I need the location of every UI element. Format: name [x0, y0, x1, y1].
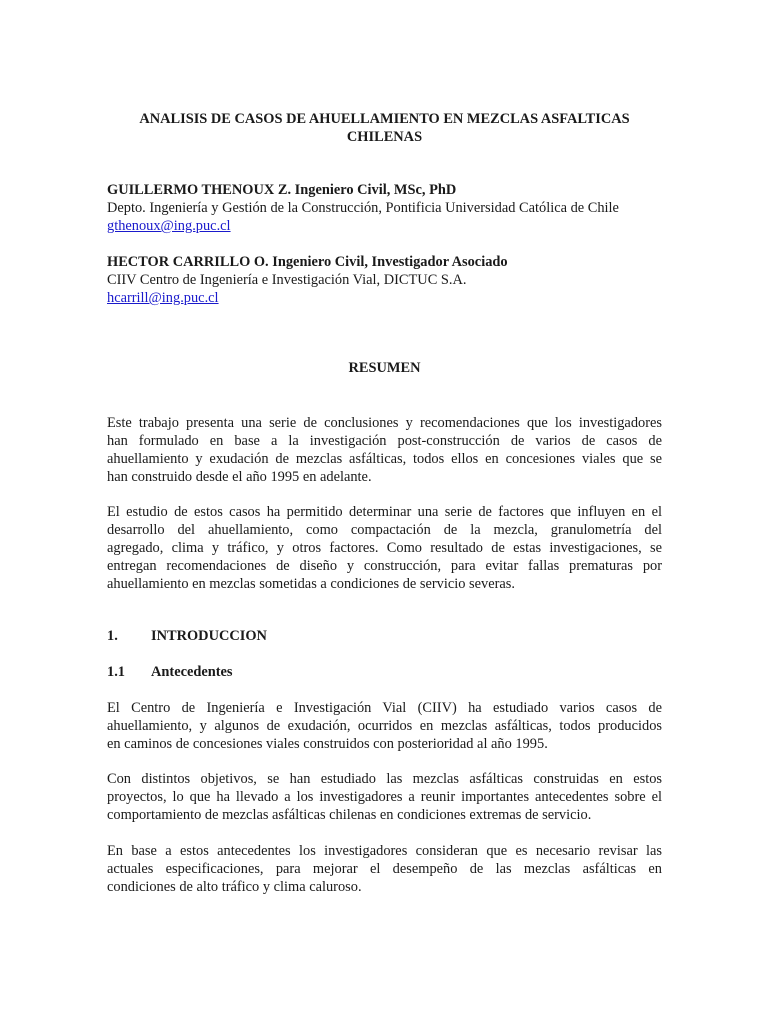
author-affiliation: Depto. Ingeniería y Gestión de la Construcción, Pontificia Universidad Católica de Chile: [107, 200, 619, 216]
author-name: GUILLERMO THENOUX Z. Ingeniero Civil, MSc, PhD: [107, 182, 457, 198]
text-line: ahuellamiento en mezclas sometidas a condiciones de servicio severas.: [107, 576, 515, 592]
text-line: ahuellamiento y exudación de mezclas asfálticas, todos ellos en concesiones viales que se: [107, 451, 662, 467]
abstract-paragraph-2: [107, 503, 662, 593]
text-line: condiciones de alto tráfico y clima caluroso.: [107, 879, 362, 895]
section-number: 1.: [107, 628, 118, 644]
section-title: Antecedentes: [151, 664, 233, 680]
author-affiliation: CIIV Centro de Ingeniería e Investigación Vial, DICTUC S.A.: [107, 272, 467, 288]
abstract-heading: RESUMEN: [348, 360, 421, 376]
body-paragraph-1: [107, 699, 662, 753]
author-email-link[interactable]: gthenoux@ing.puc.cl: [107, 218, 231, 234]
text-line: entregan recomendaciones de diseño y construcción, para evitar fallas prematuras por: [107, 558, 662, 574]
title-line-2: CHILENAS: [346, 129, 423, 145]
text-line: han construido desde el año 1995 en adelante.: [107, 469, 372, 485]
section-number: 1.1: [107, 664, 125, 680]
author-email-link[interactable]: hcarrill@ing.puc.cl: [107, 290, 219, 306]
section-heading-1: [107, 627, 267, 645]
text-line: en caminos de concesiones viales construidos con posterioridad al año 1995.: [107, 736, 548, 752]
abstract-paragraph-1: [107, 414, 662, 486]
text-line: proyectos, lo que ha llevado a los investigadores a reunir importantes antecedentes sobre el: [107, 789, 662, 805]
text-line: El estudio de estos casos ha permitido determinar una serie de factores que influyen en el: [107, 504, 662, 520]
text-line: El Centro de Ingeniería e Investigación Vial (CIIV) ha estudiado varios casos de: [107, 700, 662, 716]
text-line: desarrollo del ahuellamiento, como compactación de la mezcla, granulometría del: [107, 522, 662, 538]
text-line: Con distintos objetivos, se han estudiado las mezclas asfálticas construidas en estos: [107, 771, 662, 787]
section-heading-1-1: [107, 663, 233, 681]
text-line: agregado, clima y tráfico, y otros factores. Como resultado de estas investigaciones, se: [107, 540, 662, 556]
body-paragraph-3: [107, 842, 662, 896]
section-title: INTRODUCCION: [151, 628, 267, 644]
title-line-1: ANALISIS DE CASOS DE AHUELLAMIENTO EN MEZCLAS ASFALTICAS: [139, 111, 630, 127]
text-line: Este trabajo presenta una serie de conclusiones y recomendaciones que los investigadores: [107, 415, 662, 431]
text-line: En base a estos antecedentes los investigadores consideran que es necesario revisar las: [107, 843, 662, 859]
text-line: ahuellamiento, y algunos de exudación, ocurridos en mezclas asfálticas, todos producidos: [107, 718, 662, 734]
author-block-2: [107, 253, 662, 307]
author-block-1: [107, 181, 662, 235]
author-name: HECTOR CARRILLO O. Ingeniero Civil, Investigador Asociado: [107, 254, 508, 270]
document-title: [107, 110, 662, 146]
text-line: actuales especificaciones, para mejorar el desempeño de las mezclas asfálticas en: [107, 861, 662, 877]
body-paragraph-2: [107, 770, 662, 824]
text-line: han formulado en base a la investigación post-construcción de varios de casos de: [107, 433, 662, 449]
text-line: comportamiento de mezclas asfálticas chilenas en condiciones extremas de servicio.: [107, 807, 592, 823]
